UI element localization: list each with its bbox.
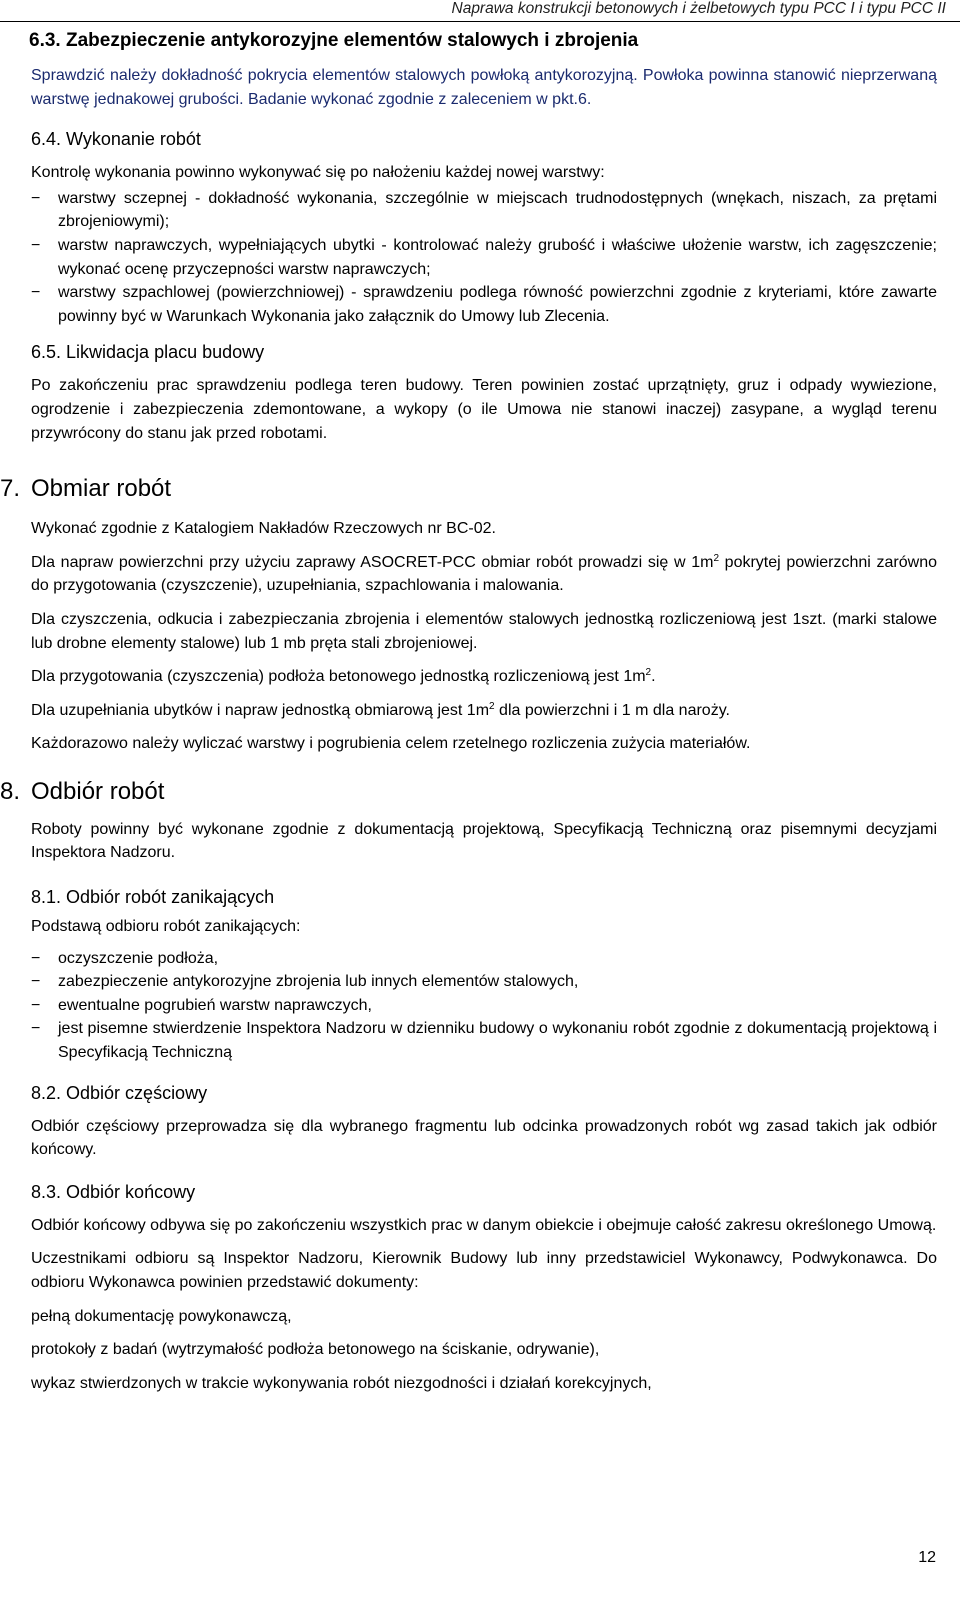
section-7-p3: Dla czyszczenia, odkucia i zabezpieczania zbrojenia i elementów stalowych jednostką rozliczeniową jest 1szt. (marki stalowe lub drobne elementy stalowe) lub 1 mb pręta stali zbrojeniowej. — [31, 610, 937, 652]
section-8-3-heading: 8.3. Odbiór końcowy — [31, 1181, 196, 1202]
page-content — [0, 28, 937, 1395]
page-number: 12 — [918, 1549, 936, 1566]
section-8-text: Roboty powinny być wykonane zgodnie z dokumentacją projektową, Specyfikacją Techniczną oraz pisemnymi decyzjami Inspektora Nadzoru. — [31, 820, 937, 862]
section-8-3-p2: Uczestnikami odbioru są Inspektor Nadzoru, Kierownik Budowy lub inny przedstawiciel Wykonawcy, Podwykonawca. Do odbioru Wykonawca powinien przedstawić dokumenty: — [31, 1250, 937, 1291]
list-item: − jest pisemne stwierdzenie Inspektora Nadzoru w dzienniku budowy o wykonaniu robót zgodnie z dokumentacją projektową i Specyfikacją Techniczną — [31, 1017, 937, 1064]
section-7-number: 7. — [0, 475, 21, 503]
list-item: − warstwy szpachlowej (powierzchniowej) - sprawdzeniu podlega równość powierzchni zgodnie z kryteriami, które zawarte powinny być w Warunkach Wykonania jako załącznik do Umowy lub Zlecenia. — [31, 281, 937, 328]
running-header: Naprawa konstrukcji betonowych i żelbetowych typu PCC I i typu PCC II — [451, 0, 946, 17]
section-7-p2: Dla napraw powierzchni przy użyciu zaprawy ASOCRET-PCC obmiar robót prowadzi się w $1m^2$ pokrytej powierzchni zarówno do przygotowania (czyszczenie), uzupełniania, szpachlowania i malowania. — [31, 552, 937, 595]
section-8-1-list — [31, 947, 937, 1065]
list-item: − ewentualne pogrubień warstw naprawczych, — [31, 994, 937, 1018]
section-8-2-heading: 8.2. Odbiór częściowy — [31, 1082, 208, 1103]
section-7-p1: Wykonać zgodnie z Katalogiem Nakładów Rzeczowych nr BC-02. — [31, 520, 496, 538]
section-8-heading — [0, 776, 937, 808]
section-8-3-doc-3: wykaz stwierdzonych w trakcie wykonywania robót niezgodności i działań korekcyjnych, — [31, 1374, 652, 1392]
section-7-heading — [0, 473, 937, 505]
section-8-1-heading: 8.1. Odbiór robót zanikających — [31, 887, 275, 908]
header-rule — [0, 21, 960, 22]
section-7-p4: Dla przygotowania (czyszczenia) podłoża betonowego jednostką rozliczeniową jest $1m^2$. — [31, 667, 656, 686]
section-8-number: 8. — [0, 777, 21, 805]
section-8-3-p1: Odbiór końcowy odbywa się po zakończeniu wszystkich prac w danym obiekcie i obejmuje całość zakresu określonego Umową. — [31, 1216, 937, 1234]
section-8-3-doc-2: protokoły z badań (wytrzymałość podłoża betonowego na ściskanie, odrywanie), — [31, 1341, 600, 1359]
section-6-4-heading: 6.4. Wykonanie robót — [31, 129, 201, 150]
list-item: − oczyszczenie podłoża, — [31, 947, 937, 971]
section-6-5-text: Po zakończeniu prac sprawdzeniu podlega teren budowy. Teren powinien zostać uprzątnięty, gruz i odpady wywiezione, ogrodzenie i zabezpieczenia zdemontowane, a wykopy (o ile Umowa nie stanowi inaczej) zasypane, a wygląd terenu przywrócony do stanu jak przed robotami. — [31, 377, 937, 442]
list-item: − warstw naprawczych, wypełniających ubytki - kontrolować należy grubość i właściwe ułożenie warstw, ich zagęszczenie; wykonać ocenę przyczepności warstw naprawczych; — [31, 234, 937, 281]
section-8-1-intro: Podstawą odbioru robót zanikających: — [31, 918, 301, 936]
section-6-3-text: Sprawdzić należy dokładność pokrycia elementów stalowych powłoką antykorozyjną. Powłoka powinna stanowić nieprzerwaną warstwę jednakowej grubości. Badanie wykonać zgodnie z zaleceniem w pkt.6. — [31, 67, 937, 108]
section-6-5-heading: 6.5. Likwidacja placu budowy — [31, 342, 265, 363]
section-7-title: Obmiar robót — [31, 475, 172, 503]
section-6-3-heading: 6.3. Zabezpieczenie antykorozyjne elementów stalowych i zbrojenia — [29, 30, 639, 51]
list-item: − warstwy sczepnej - dokładność wykonania, szczególnie w miejscach trudnodostępnych (wnękach, niszach, za prętami zbrojeniowymi); — [31, 187, 937, 234]
list-item: − zabezpieczenie antykorozyjne zbrojenia lub innych elementów stalowych, — [31, 970, 937, 994]
section-6-4-intro: Kontrolę wykonania powinno wykonywać się po nałożeniu każdej nowej warstwy: — [31, 164, 605, 182]
section-8-2-text: Odbiór częściowy przeprowadza się dla wybranego fragmentu lub odcinka prowadzonych robót wg zasad takich jak odbiór końcowy. — [31, 1117, 937, 1159]
section-8-title: Odbiór robót — [31, 777, 165, 805]
section-8-3-doc-1: pełną dokumentację powykonawczą, — [31, 1307, 292, 1325]
section-7-p6: Każdorazowo należy wyliczać warstwy i pogrubienia celem rzetelnego rozliczenia zużycia materiałów. — [31, 735, 751, 753]
section-7-p5: Dla uzupełniania ubytków i napraw jednostką obmiarową jest $1m^2$ dla powierzchni i 1 m dla naroży. — [31, 700, 730, 719]
section-6-4-list — [31, 187, 937, 329]
